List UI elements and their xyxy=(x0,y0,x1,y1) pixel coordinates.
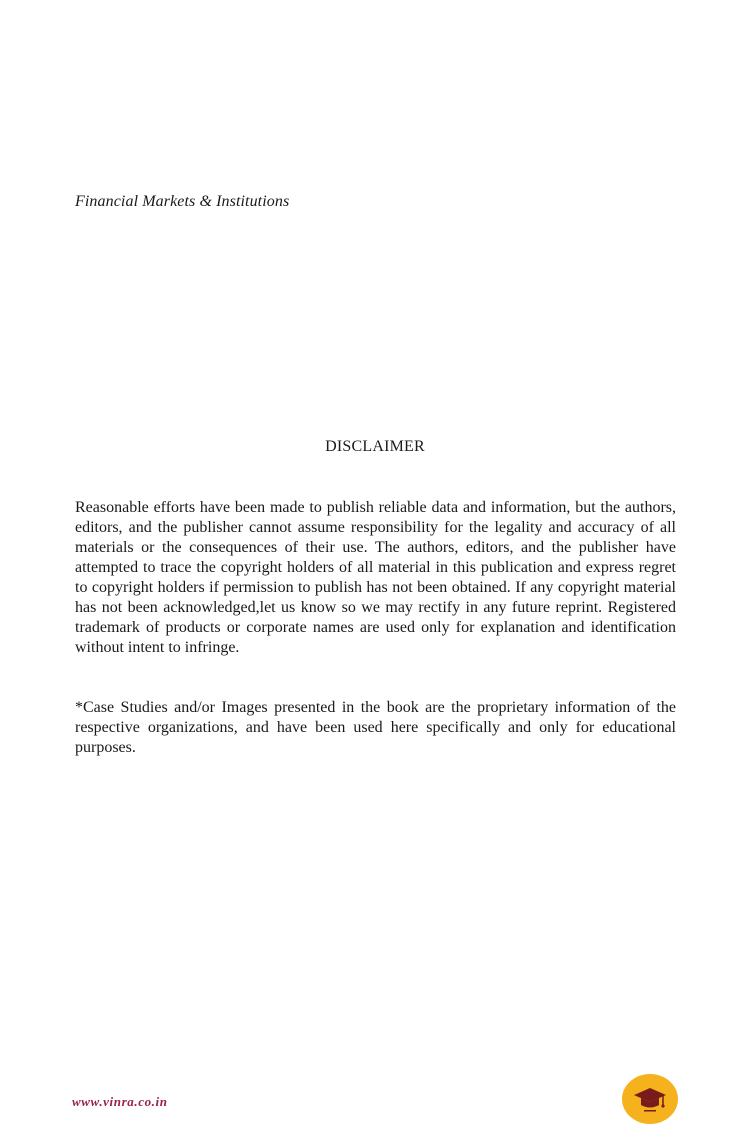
disclaimer-heading: DISCLAIMER xyxy=(325,438,425,455)
disclaimer-paragraph-1: Reasonable efforts have been made to publish reliable data and information, but the authors, editors, and the publisher cannot assume responsibility for the legality and accuracy of all materials or the consequences of their use. The authors, editors, and the publisher have attempted to trace the copyright holders of all material in this publication and express regret to copyright holders if permission to publish has not been obtained. If any copyright material has not been acknowledged,let us know so we may rectify in any future reprint. Registered trademark of products or corporate names are used only for explanation and identification without intent to infringe. xyxy=(75,499,676,656)
graduation-cap-icon xyxy=(632,1084,668,1114)
running-title: Financial Markets & Institutions xyxy=(75,193,290,210)
publisher-logo xyxy=(622,1074,678,1124)
footer-website-link[interactable]: www.vinra.co.in xyxy=(72,1094,168,1109)
disclaimer-paragraph-2: *Case Studies and/or Images presented in the book are the proprietary information of the respective organizations, and have been used here specifically and only for educational purposes. xyxy=(75,699,676,756)
